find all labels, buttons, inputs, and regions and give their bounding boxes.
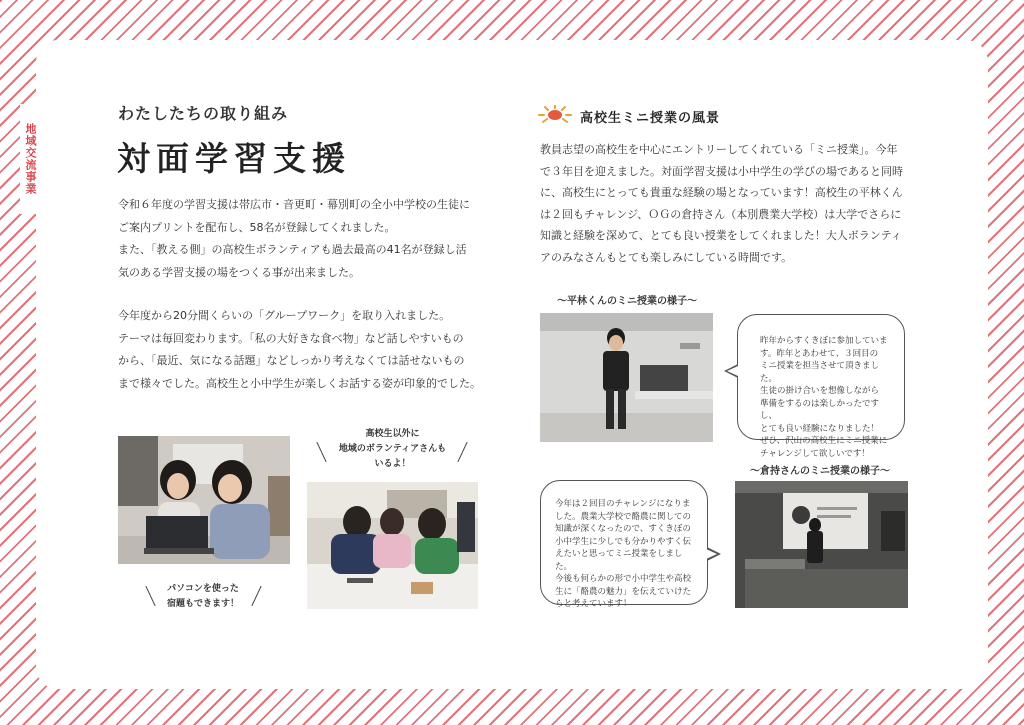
photo-students-laptop bbox=[118, 436, 290, 564]
photo-group-study bbox=[307, 482, 478, 609]
mini-lesson-paragraph: 教員志望の高校生を中心にエントリーしてくれている「ミニ授業」。今年 で３年目を迎えました。対面学習支援は小中学生の学びの場であると同時 に、高校生にとっても貴重な経験の場となっています！高校生の平林くん は２回もチャレンジ、ＯＧの倉持さん（本別農業大学校）は大学でさらに 知識と経験を深めて、とても良い授業をしてくれました！大人ボランティ アのみなさんもとても楽しみにしている時間です。 bbox=[540, 143, 903, 264]
section-kicker: わたしたちの取り組み bbox=[118, 104, 289, 123]
photo1-title: ～平林くんのミニ授業の様子～ bbox=[557, 296, 697, 307]
speech-bubble-kuramochi: 今年は２回目のチャレンジになりま した。農業大学校で酪農に関しての 知識が深くなったので、すくきぼの 小中学生に少しでも分かりやすく伝 えたいと思ってミニ授業をしました。 今後も何らかの形で小中学生や高校 生に「酪農の魅力」を伝えていけた らと考えています！ bbox=[540, 480, 708, 605]
caption-pc-homework: パソコンを使った 宿題もできます！ bbox=[166, 584, 239, 609]
photo-kuramochi-lesson bbox=[735, 481, 908, 608]
section-header bbox=[538, 105, 720, 127]
page-title: 対面学習支援 bbox=[117, 139, 351, 178]
speech-bubble-tail-fill bbox=[706, 549, 717, 559]
photo2-title: ～倉持さんのミニ授業の様子～ bbox=[750, 466, 890, 477]
side-tab-label: 地域交流事業 bbox=[20, 104, 40, 214]
photo-hirabayashi-lesson bbox=[540, 313, 713, 442]
sun-icon bbox=[538, 105, 572, 127]
speech-bubble-hirabayashi: 昨年からすくきぼに参加していま す。昨年とあわせて、３回目の ミニ授業を担当させて頂きました。 生徒の掛け合いを想像しながら 準備をするのは楽しかったですし、 とても良い経験になりました！ ぜひ、沢山の高校生にミニ授業に チャレンジして欲しいです！ bbox=[737, 314, 905, 440]
groupwork-paragraph: 今年度から20分間くらいの「グループワーク」を取り入れました。 テーマは毎回変わります。「私の大好きな食べ物」など話しやすいもの から、「最近、気になる話題」などしっかり考えなくては話せないもの まで様々でした。高校生と小中学生が楽しくお話する姿が印象的でした。 bbox=[118, 309, 481, 390]
caption-volunteers: 高校生以外に 地域のボランティアさんも いるよ！ bbox=[338, 429, 447, 469]
section-title: 高校生ミニ授業の風景 bbox=[580, 110, 721, 126]
speech-bubble-tail-fill bbox=[727, 366, 738, 376]
intro-paragraph: 令和６年度の学習支援は帯広市・音更町・幕別町の全小中学校の生徒に ご案内プリントを配布し、58名が登録してくれました。 また、「教える側」の高校生ボランティアも過去最高の41名が登録し活 気のある学習支援の場をつくる事が出来ました。 bbox=[118, 198, 470, 279]
